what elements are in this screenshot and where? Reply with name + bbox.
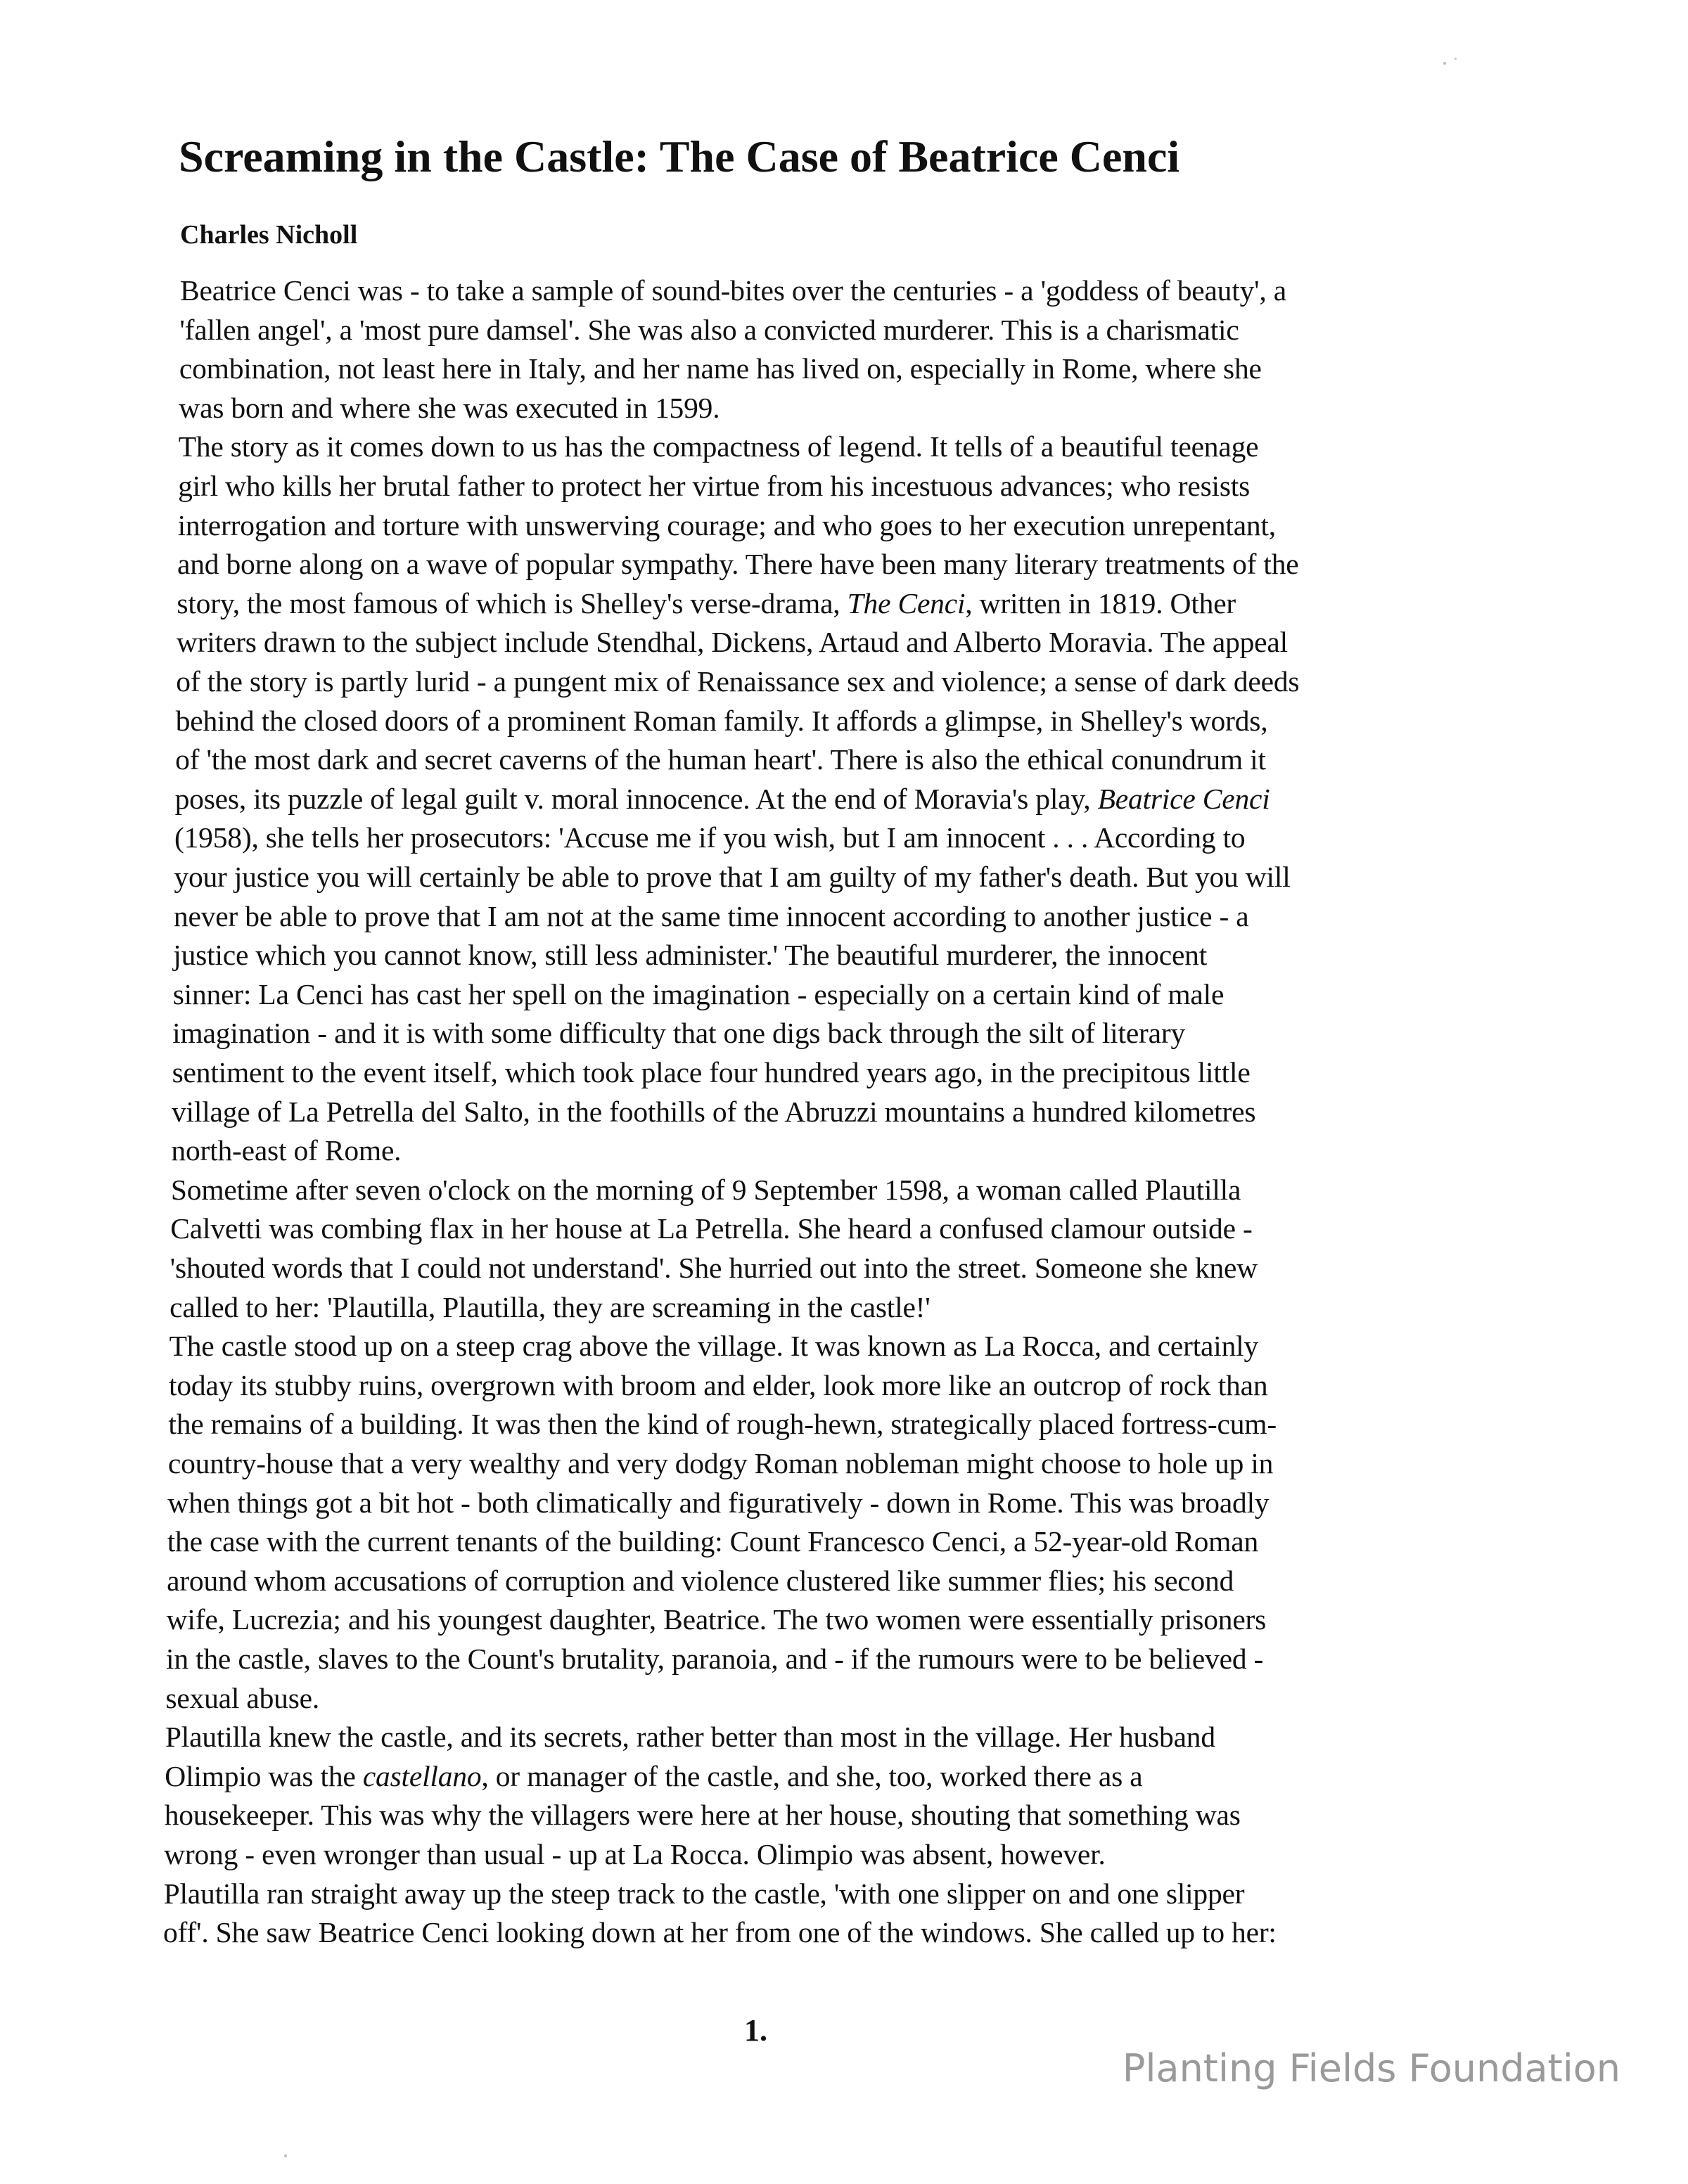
text-run: was born and where she was executed in 1599. — [179, 391, 720, 424]
text-run: 'fallen angel', a 'most pure damsel'. She was also a convicted murderer. This is a charismatic — [179, 313, 1239, 346]
text-line — [175, 742, 1266, 777]
text-line — [165, 1759, 1142, 1794]
text-run: of the story is partly lurid - a pungent mix of Renaissance sex and violence; a sense of dark deeds — [176, 665, 1300, 698]
text-line — [167, 1563, 1234, 1598]
text-line — [175, 781, 1270, 816]
scan-speck — [284, 2154, 287, 2157]
italic-text: castellano — [362, 1759, 482, 1792]
text-line — [178, 468, 1250, 503]
text-line — [174, 859, 1290, 894]
text-run: country-house that a very wealthy and very dodgy Roman nobleman might choose to hole up in — [167, 1447, 1274, 1479]
text-run: imagination - and it is with some difficulty that one digs back through the silt of literary — [172, 1017, 1186, 1050]
scan-speck — [1454, 58, 1457, 60]
text-run: sexual abuse. — [165, 1681, 320, 1714]
text-line — [170, 1211, 1252, 1246]
text-line — [171, 1172, 1241, 1207]
text-run: Calvetti was combing flax in her house at La Petrella. She heard a confused clamour outside - — [170, 1212, 1253, 1245]
text-run: today its stubby ruins, overgrown with broom and elder, look more like an outcrop of rock than — [169, 1368, 1268, 1401]
text-line — [172, 1055, 1251, 1090]
text-run: called to her: 'Plautilla, Plautilla, they are screaming in the castle!' — [170, 1290, 931, 1323]
text-run: north-east of Rome. — [171, 1134, 402, 1167]
text-line — [167, 1602, 1267, 1637]
text-run: when things got a bit hot - both climatically and figuratively - down in Rome. This was broadly — [167, 1486, 1270, 1519]
text-run: The story as it comes down to us has the compactness of legend. It tells of a beautiful teenage — [178, 430, 1259, 463]
text-run: sentiment to the event itself, which took place four hundred years ago, in the precipitous little — [172, 1056, 1251, 1088]
text-line — [167, 1485, 1269, 1520]
text-run: story, the most famous of which is Shelley's verse-drama, — [177, 586, 848, 619]
article-title: Screaming in the Castle: The Case of Beatrice Cenci — [179, 131, 1180, 181]
text-run: Plautilla knew the castle, and its secrets, rather better than most in the village. Her husband — [165, 1721, 1215, 1754]
text-line — [169, 1368, 1267, 1403]
text-line — [177, 624, 1288, 660]
page-number: 1. — [744, 2013, 767, 2048]
text-line — [173, 977, 1225, 1012]
text-run: village of La Petrella del Salto, in the foothills of the Abruzzi mountains a hundred kilometres — [172, 1095, 1256, 1128]
text-line — [179, 390, 720, 425]
text-run: and borne along on a wave of popular sympathy. There have been many literary treatments of the — [177, 548, 1299, 581]
text-run: your justice you will certainly be able to prove that I am guilty of my father's death. But you will — [174, 861, 1291, 893]
text-line — [179, 351, 1262, 386]
italic-text: Beatrice Cenci — [1097, 782, 1270, 815]
text-run: the case with the current tenants of the building: Count Francesco Cenci, a 52-year-old Roman — [167, 1525, 1259, 1558]
text-line — [163, 1915, 1277, 1950]
text-line — [179, 429, 1259, 464]
text-line — [165, 1797, 1241, 1832]
text-run: justice which you cannot know, still less administer.' The beautiful murderer, the innocent — [173, 939, 1208, 972]
text-run: Sometime after seven o'clock on the morning of 9 September 1598, a woman called Plautilla — [170, 1173, 1241, 1206]
text-line — [166, 1641, 1263, 1676]
text-run: wife, Lucrezia; and his youngest daughter, Beatrice. The two women were essentially prisoners — [166, 1603, 1267, 1636]
text-run: wrong - even wronger than usual - up at La Rocca. Olimpio was absent, however. — [164, 1838, 1106, 1870]
text-line — [176, 703, 1268, 738]
text-line — [173, 937, 1207, 972]
text-line — [170, 1290, 930, 1325]
text-run: combination, not least here in Italy, and her name has lived on, especially in Rome, where she — [179, 352, 1262, 385]
text-line — [168, 1406, 1277, 1441]
author-byline: Charles Nicholl — [180, 220, 358, 250]
text-line — [164, 1876, 1245, 1911]
text-line — [174, 820, 1245, 855]
text-line — [176, 664, 1299, 699]
text-line — [170, 1328, 1258, 1363]
text-line — [165, 1719, 1215, 1754]
text-run: in the castle, slaves to the Count's brutality, paranoia, and - if the rumours were to be believed - — [166, 1643, 1264, 1675]
text-run: of 'the most dark and secret caverns of the human heart'. There is also the ethical conundrum it — [175, 743, 1266, 776]
text-line — [177, 586, 1236, 621]
text-line — [168, 1446, 1273, 1481]
text-line — [174, 899, 1249, 934]
text-line — [165, 1681, 319, 1716]
italic-text: The Cenci — [847, 586, 966, 619]
text-line — [164, 1837, 1106, 1872]
text-run: , or manager of the castle, and she, too, worked there as a — [481, 1759, 1143, 1792]
text-run: interrogation and torture with unswerving courage; and who goes to her execution unrepentant, — [177, 508, 1276, 541]
text-run: girl who kills her brutal father to protect her virtue from his incestuous advances; who resists — [178, 470, 1251, 502]
scan-speck — [1443, 62, 1446, 65]
text-run: housekeeper. This was why the villagers were here at her house, shouting that something was — [164, 1799, 1241, 1832]
text-run: never be able to prove that I am not at the same time innocent according to another justice - a — [173, 899, 1249, 932]
text-run: off'. She saw Beatrice Cenci looking down at her from one of the windows. She called up to her: — [163, 1916, 1277, 1949]
text-line — [172, 1094, 1255, 1129]
text-run: Beatrice Cenci was - to take a sample of sound-bites over the centuries - a 'goddess of beauty', a — [180, 274, 1286, 307]
text-line — [178, 508, 1276, 543]
watermark: Planting Fields Foundation — [1122, 2046, 1620, 2090]
text-run: around whom accusations of corruption and violence clustered like summer flies; his second — [167, 1564, 1234, 1597]
text-run: poses, its puzzle of legal guilt v. moral innocence. At the end of Moravia's play, — [174, 782, 1098, 815]
text-run: writers drawn to the subject include Stendhal, Dickens, Artaud and Alberto Moravia. The appeal — [176, 626, 1288, 659]
text-line — [179, 312, 1239, 347]
text-line — [171, 1133, 401, 1168]
text-run: sinner: La Cenci has cast her spell on the imagination - especially on a certain kind of male — [172, 977, 1225, 1010]
text-line — [170, 1250, 1258, 1285]
text-line — [177, 546, 1299, 582]
text-run: Plautilla ran straight away up the steep track to the castle, 'with one slipper on and one slipper — [163, 1877, 1245, 1910]
text-run: behind the closed doors of a prominent Roman family. It affords a glimpse, in Shelley's words, — [175, 704, 1268, 737]
text-run: , written in 1819. Other — [965, 586, 1236, 619]
text-line — [180, 273, 1286, 308]
text-run: 'shouted words that I could not understand'. She hurried out into the street. Someone she knew — [170, 1252, 1258, 1284]
text-line — [167, 1524, 1258, 1559]
text-line — [172, 1015, 1185, 1051]
text-run: Olimpio was the — [165, 1759, 363, 1792]
text-run: (1958), she tells her prosecutors: 'Accuse me if you wish, but I am innocent . . . According to — [174, 821, 1246, 854]
text-run: the remains of a building. It was then the kind of rough-hewn, strategically placed fortress-cum- — [168, 1408, 1277, 1441]
text-run: The castle stood up on a steep crag above the village. It was known as La Rocca, and certainly — [169, 1330, 1259, 1363]
